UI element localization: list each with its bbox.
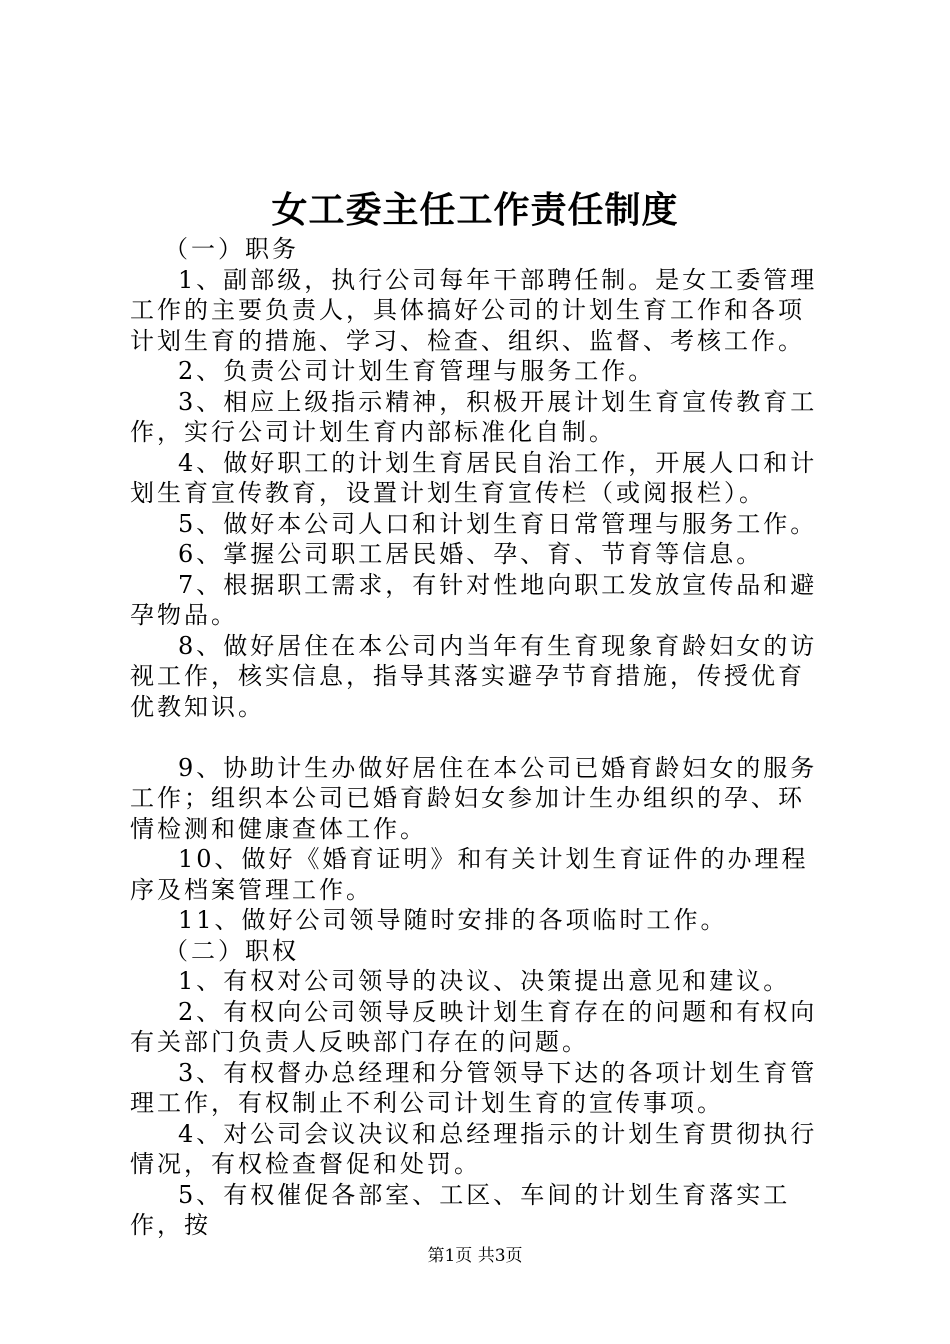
page-number-label: 第1页 共3页 xyxy=(427,1246,523,1266)
document-body xyxy=(130,234,830,1241)
paragraph-duty-9: 9、协助计生办做好居住在本公司已婚育龄妇女的服务工作；组织本公司已婚育龄妇女参加计生办组织的孕、环情检测和健康查体工作。 xyxy=(130,753,818,843)
paragraph-power-1: 1、有权对公司领导的决议、决策提出意见和建议。 xyxy=(178,967,791,995)
document-title: 女工委主任工作责任制度 xyxy=(271,189,679,231)
paragraph-power-5: 5、有权催促各部室、工区、车间的计划生育落实工作，按 xyxy=(130,1180,791,1239)
paragraph-power-2: 2、有权向公司领导反映计划生育存在的问题和有权向有关部门负责人反映部门存在的问题。 xyxy=(130,997,818,1056)
paragraph-duty-5: 5、做好本公司人口和计划生育日常管理与服务工作。 xyxy=(178,509,818,538)
paragraph-duty-7: 7、根据职工需求，有针对性地向职工发放宣传品和避孕物品。 xyxy=(130,570,818,629)
paragraph-duty-3: 3、相应上级指示精神，积极开展计划生育宣传教育工作，实行公司计划生育内部标准化自制。 xyxy=(130,387,818,446)
paragraph-duty-10: 10、做好《婚育证明》和有关计划生育证件的办理程序及档案管理工作。 xyxy=(130,845,809,904)
paragraph-duty-2: 2、负责公司计划生育管理与服务工作。 xyxy=(178,357,656,385)
paragraph-duty-1: 1、副部级，执行公司每年干部聘任制。是女工委管理工作的主要负责人，具体搞好公司的计划生育工作和各项计划生育的措施、学习、检查、组织、监督、考核工作。 xyxy=(130,265,818,355)
section-heading-powers: （二）职权 xyxy=(164,936,299,965)
page-footer xyxy=(0,1244,950,1268)
paragraph-duty-6: 6、掌握公司职工居民婚、孕、育、节育等信息。 xyxy=(178,540,764,568)
paragraph-duty-8: 8、做好居住在本公司内当年有生育现象育龄妇女的访视工作，核实信息，指导其落实避孕节育措施，传授优育优教知识。 xyxy=(130,631,818,721)
paragraph-duty-4: 4、做好职工的计划生育居民自治工作，开展人口和计划生育宣传教育，设置计划生育宣传栏（或阅报栏）。 xyxy=(130,448,818,507)
paragraph-power-3: 3、有权督办总经理和分管领导下达的各项计划生育管理工作，有权制止不利公司计划生育的宣传事项。 xyxy=(130,1058,818,1117)
paragraph-duty-11: 11、做好公司领导随时安排的各项临时工作。 xyxy=(178,906,728,934)
paragraph-power-4: 4、对公司会议决议和总经理指示的计划生育贯彻执行情况，有权检查督促和处罚。 xyxy=(130,1119,818,1178)
section-heading-duties: （一）职务 xyxy=(164,235,299,263)
